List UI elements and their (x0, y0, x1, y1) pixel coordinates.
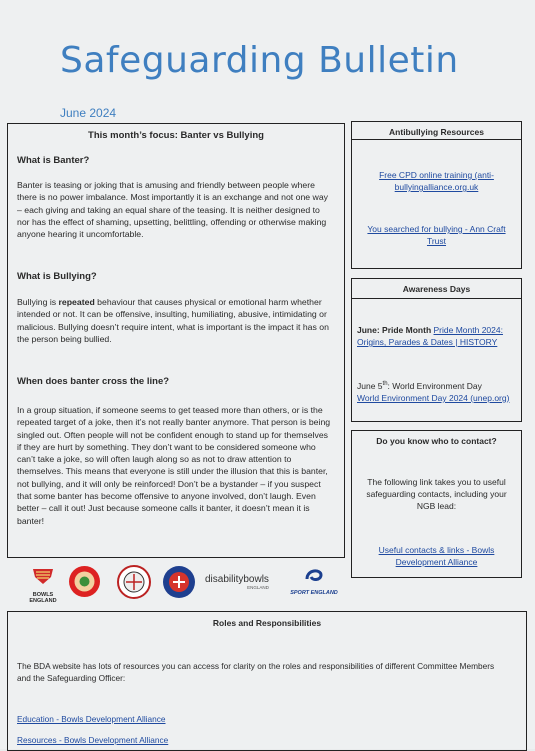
banter-text: Banter is teasing or joking that is amusing and friendly between people where there is no power imbalance. Most importantly it is an exchange and not one way – each giving and taking an equal share of the teasing. It is neither designed to nor has the effect of shaming, upsetting, belittling, offending or otherwise making anyone hearing it uncomfortable. (17, 180, 328, 240)
antibullying-heading: Antibullying Resources (389, 127, 484, 137)
focus-box (7, 123, 345, 558)
contact-heading: Do you know who to contact? (376, 436, 497, 446)
lions-crest-icon (30, 565, 56, 587)
contact-box (351, 430, 522, 578)
cpd-training-link[interactable]: Free CPD online training (anti-bullyingalliance.org.uk (379, 170, 494, 192)
environment-day-link[interactable]: World Environment Day 2024 (unep.org) (357, 392, 510, 403)
sport-england-logo: SPORT ENGLAND (290, 565, 338, 596)
roles-text: The BDA website has lots of resources you can access for clarity on the roles and responsibilities of different Committee Members and the Safeguarding Officer: (17, 661, 495, 683)
focus-heading: This month’s focus: Banter vs Bullying (88, 130, 264, 141)
bowls-england-logo: BOWLS ENGLAND (22, 565, 64, 604)
sport-england-swirl-icon (303, 565, 325, 585)
roles-box (7, 611, 527, 751)
pride-month-link[interactable]: Pride Month 2024: Origins, Parades & Dates | HISTORY (357, 325, 503, 347)
awareness-heading: Awareness Days (402, 284, 471, 294)
blue-badge-logo (162, 565, 196, 604)
line-heading: When does banter cross the line? (17, 376, 170, 387)
ann-craft-trust-link[interactable]: You searched for bullying - Ann Craft Trust (367, 224, 506, 246)
banter-heading: What is Banter? (17, 155, 90, 166)
awareness-box (351, 278, 522, 422)
roles-heading: Roles and Responsibilities (212, 618, 322, 628)
education-link[interactable]: Education - Bowls Development Alliance (17, 714, 166, 724)
red-circle-logo (68, 565, 101, 603)
pride-month-item: June: Pride Month Pride Month 2024: Origins, Parades & Dates | HISTORY (357, 325, 503, 347)
line-text: In a group situation, if someone seems to get teased more than others, or is the repeated target of a joke, then it’s not really banter anymore. That person is being singled out. Often people will not be confident enough to stand up for themselves if they are hurt by something. They don’t want to be considered someone who can’t take a joke, so will often laugh along so as not to draw attention to themselves. This means that everyone is still under the illusion that this is banter, not bullying, and it will only be reinforced! Don’t be a bystander – if you suspect that some banter has become offensive to anyone involved, don’t laugh. Even better – call it out! Just because someone calls it banter, it doesn’t mean it is banter! (17, 405, 331, 526)
bullying-text: Bullying is repeated behaviour that causes physical or emotional harm whether intended or not. It can be offensive, insulting, humiliating, abusive, intimidating or malicious. Bullying doesn’t require intent, what is important is the impact it has on the person being bullied. (17, 297, 329, 344)
bullying-heading: What is Bullying? (17, 271, 97, 282)
disability-bowls-logo: disabilitybowls ENGLAND (205, 574, 269, 590)
antibullying-box (351, 121, 522, 269)
contact-text: The following link takes you to useful safeguarding contacts, including your NGB lead: (366, 477, 507, 511)
partner-logos (22, 565, 340, 604)
useful-contacts-link[interactable]: Useful contacts & links - Bowls Development Alliance (378, 545, 495, 567)
bulletin-title: Safeguarding Bulletin (60, 40, 459, 81)
bulletin-date: June 2024 (60, 106, 117, 120)
environment-day-item: June 5th: World Environment Day World Environment Day 2024 (unep.org) (357, 380, 510, 403)
bowls-association-logo (117, 565, 151, 604)
resources-link[interactable]: Resources - Bowls Development Alliance (17, 735, 169, 745)
